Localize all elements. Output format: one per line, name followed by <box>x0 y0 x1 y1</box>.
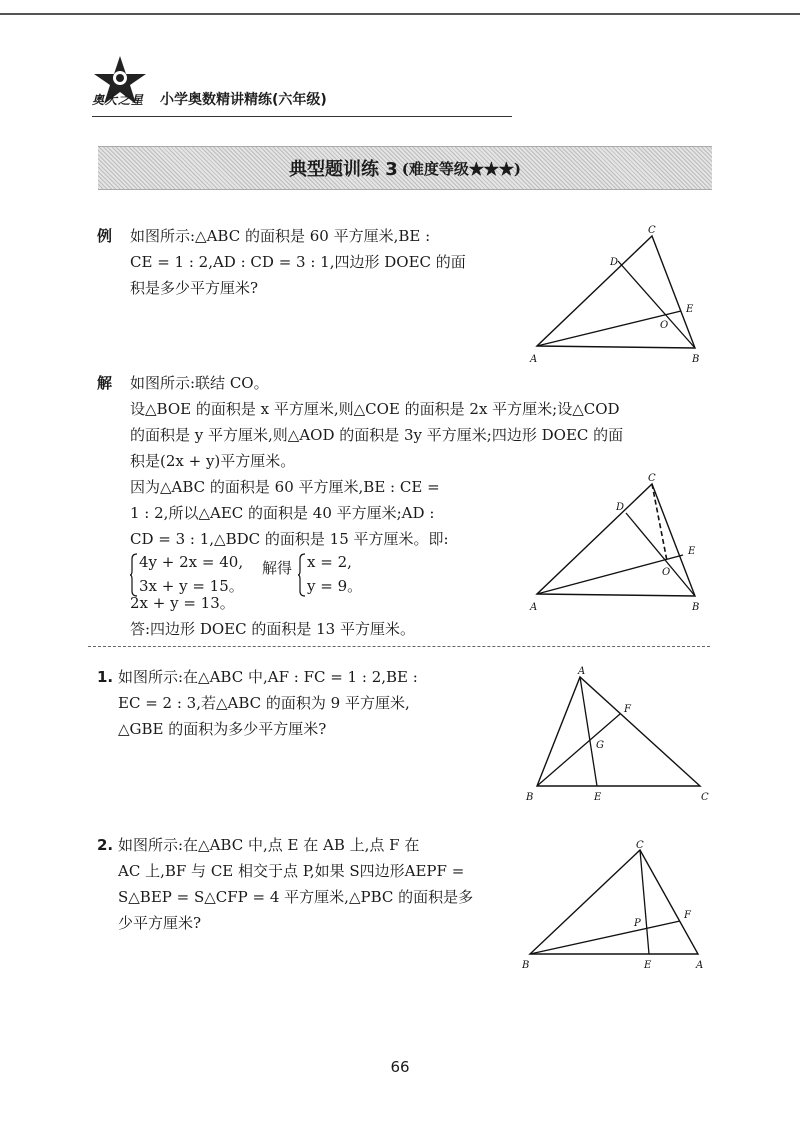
fig2-label-a: A <box>530 602 538 613</box>
solution-line: CD = 3 : 1,△BDC 的面积是 15 平方厘米。即: <box>130 530 449 548</box>
solution-label: 解 <box>97 374 113 392</box>
fig3-label-c: C <box>701 792 709 803</box>
header-rule <box>92 116 512 117</box>
fig3-label-g: G <box>596 740 604 751</box>
series-title: 小学奥数精讲精练(六年级) <box>160 92 327 108</box>
solve-word: 解得 <box>262 559 293 577</box>
section-banner <box>98 146 712 190</box>
problem-line: AC 上,BF 与 CE 相交于点 P,如果 S四边形AEPF = <box>118 862 465 880</box>
page-number: 66 <box>390 1058 410 1076</box>
equation-line: y = 9。 <box>307 577 363 595</box>
fig1-label-b: B <box>692 354 700 365</box>
banner-difficulty: (难度等级★★★) <box>401 159 521 178</box>
problem-line: 如图所示:在△ABC 中,点 E 在 AB 上,点 F 在 <box>118 836 420 854</box>
fig3-label-b: B <box>526 792 534 803</box>
fig2-label-d: D <box>616 502 625 513</box>
example-figure <box>520 220 720 370</box>
solution-system <box>307 550 362 598</box>
solution-line: 积是(2x + y)平方厘米。 <box>130 452 296 470</box>
fig4-label-c: C <box>636 840 644 851</box>
fig4-label-f: F <box>684 910 691 921</box>
brand-name: 奥大之星 <box>92 93 145 107</box>
fig4-label-a: A <box>696 960 704 971</box>
solution-line: 如图所示:联结 CO。 <box>130 374 269 392</box>
problem1-text <box>118 664 508 742</box>
result-line: 2x + y = 13。 <box>130 594 235 612</box>
fig4-label-b: B <box>522 960 530 971</box>
fig2-label-e: E <box>688 546 696 557</box>
solution-line: 1 : 2,所以△AEC 的面积是 40 平方厘米;AD : <box>130 504 435 522</box>
section-divider <box>88 646 710 647</box>
equation-line: 3x + y = 15。 <box>139 577 244 595</box>
example-line: 积是多少平方厘米? <box>130 279 259 297</box>
top-border <box>0 13 800 15</box>
solution-line: 因为△ABC 的面积是 60 平方厘米,BE : CE = <box>130 478 440 496</box>
example-label: 例 <box>97 227 113 245</box>
fig1-label-d: D <box>610 257 619 268</box>
solution-figure <box>520 468 720 618</box>
banner-title: 典型题训练 3 <box>289 159 398 180</box>
problem-line: 如图所示:在△ABC 中,AF : FC = 1 : 2,BE : <box>118 668 418 686</box>
problem-line: S△BEP = S△CFP = 4 平方厘米,△PBC 的面积是多 <box>118 888 474 906</box>
fig2-label-o: O <box>662 567 671 578</box>
fig4-label-p: P <box>634 918 641 929</box>
problem-line: 少平方厘米? <box>118 914 202 932</box>
problem-line: EC = 2 : 3,若△ABC 的面积为 9 平方厘米, <box>118 694 410 712</box>
fig1-label-c: C <box>648 225 656 236</box>
answer-line: 答:四边形 DOEC 的面积是 13 平方厘米。 <box>130 620 415 638</box>
equation-line: x = 2, <box>307 553 352 571</box>
problem2-figure <box>520 838 720 978</box>
fig3-label-e: E <box>594 792 602 803</box>
problem1-number: 1. <box>97 668 114 686</box>
fig3-label-a: A <box>578 666 586 677</box>
system-brace-right-icon <box>298 553 306 597</box>
problem1-figure <box>520 660 720 810</box>
problem2-text <box>118 832 508 936</box>
solution-line: 设△BOE 的面积是 x 平方厘米,则△COE 的面积是 2x 平方厘米;设△COD <box>130 400 620 418</box>
solution-line: 的面积是 y 平方厘米,则△AOD 的面积是 3y 平方厘米;四边形 DOEC 的面 <box>130 426 624 444</box>
problem-line: △GBE 的面积为多少平方厘米? <box>118 720 327 738</box>
fig1-label-e: E <box>686 304 694 315</box>
fig3-label-f: F <box>624 704 631 715</box>
equation-line: 4y + 2x = 40, <box>139 553 244 571</box>
fig4-label-e: E <box>644 960 652 971</box>
example-text <box>130 223 510 301</box>
fig2-label-c: C <box>648 473 656 484</box>
fig1-label-o: O <box>660 320 669 331</box>
example-line: 如图所示:△ABC 的面积是 60 平方厘米,BE : <box>130 227 431 245</box>
problem2-number: 2. <box>97 836 114 854</box>
example-line: CE = 1 : 2,AD : CD = 3 : 1,四边形 DOEC 的面 <box>130 253 466 271</box>
fig1-label-a: A <box>530 354 538 365</box>
fig2-label-b: B <box>692 602 700 613</box>
